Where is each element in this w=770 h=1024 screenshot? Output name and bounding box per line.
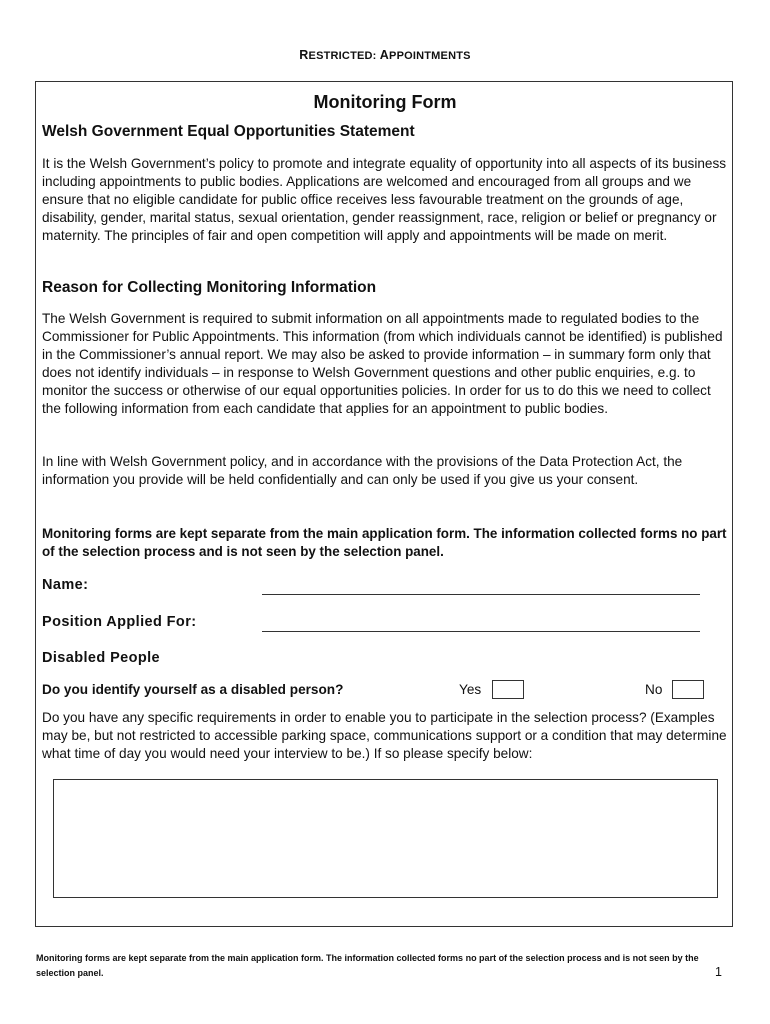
statement-text: It is the Welsh Government’s policy to promote and integrate equality of opportunity into all aspects of its business including appointments to public bodies. Applications are welcomed and encouraged from all groups and we ensure that no eligible candidate for public office receives less favourable treatment on the grounds of age, disability, gender, marital status, sexual orientation, gender reassignment, race, religion or belief or pregnancy or maternity. The principles of fair and open competition will apply and appointments will be made on merit. — [42, 156, 727, 243]
requirements-textbox[interactable] — [53, 779, 718, 898]
reason-text: The Welsh Government is required to submit information on all appointments made to regulated bodies to the Commissioner for Public Appointments. This information (from which individuals cannot be identified) is published in the Commissioner’s annual report. We may also be asked to provide information – in summary form only that does not identify individuals – in response to Welsh Government questions and other public enquiries, e.g. to monitor the success or otherwise of our equal opportunities policies. In order for us to do this we need to collect the following information from each candidate that applies for an appointment to public bodies. — [42, 311, 723, 416]
classification-letter-r: R — [299, 48, 309, 62]
name-field[interactable] — [262, 594, 700, 595]
classification-word-appointments: PPOINTMENTS — [389, 50, 471, 62]
classification-word-restricted: ESTRICTED: — [308, 50, 380, 62]
disabled-question: Do you identify yourself as a disabled person? — [42, 682, 344, 697]
classification-letter-a: A — [379, 48, 390, 62]
reason-heading: Reason for Collecting Monitoring Information — [42, 279, 377, 296]
requirements-question: Do you have any specific requirements in order to enable you to participate in the selection process? (Examples may be, but not restricted to accessible parking space, communications support or a condition that may determine what time of day you would need your interview to be.) If so please specify below: — [42, 710, 727, 761]
position-label: Position Applied For: — [42, 614, 197, 630]
statement-heading: Welsh Government Equal Opportunities Statement — [42, 123, 415, 140]
classification-header — [0, 48, 770, 62]
policy-text: In line with Welsh Government policy, and in accordance with the provisions of the Data Protection Act, the information you provide will be held confidentially and can only be used if you give us your consent. — [42, 454, 683, 487]
page-number: 1 — [715, 965, 722, 979]
yes-label: Yes — [459, 682, 482, 697]
disabled-heading: Disabled People — [42, 650, 161, 666]
name-label: Name: — [42, 577, 89, 593]
yes-checkbox[interactable] — [492, 680, 524, 699]
separate-notice: Monitoring forms are kept separate from the main application form. The information collected forms no part of the selection process and is not seen by the selection panel. — [42, 526, 727, 559]
position-field[interactable] — [262, 631, 700, 632]
page-title: Monitoring Form — [313, 92, 457, 112]
no-label: No — [645, 682, 663, 697]
footer-notice: Monitoring forms are kept separate from the main application form. The information collected forms no part of the selection process and is not seen by the selection panel. — [36, 953, 699, 978]
no-checkbox[interactable] — [672, 680, 704, 699]
